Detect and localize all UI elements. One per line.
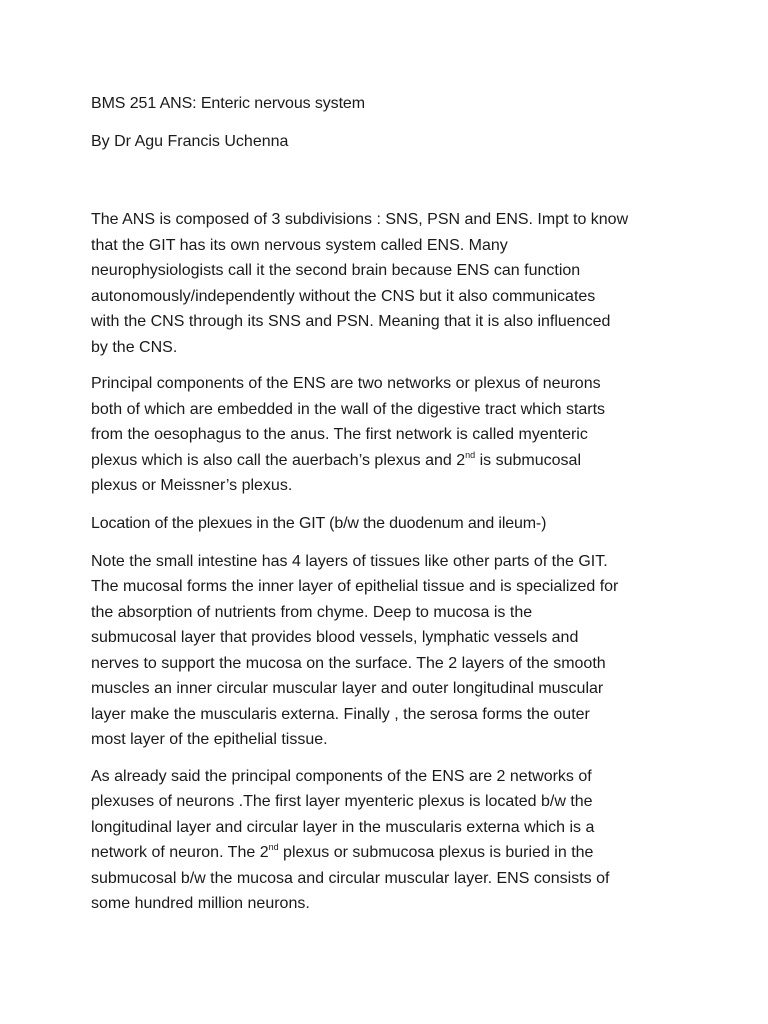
- text-line: most layer of the epithelial tissue.: [91, 731, 328, 748]
- text-line: from the oesophagus to the anus. The first network is called myenteric: [91, 426, 588, 443]
- text-line: autonomously/independently without the CNS but it also communicates: [91, 287, 596, 305]
- text-segment: is submucosal: [475, 451, 581, 469]
- text-line: plexuses of neurons .The first layer myenteric plexus is located b/w the: [91, 793, 593, 810]
- text-line: with the CNS through its SNS and PSN. Meaning that it is also influenced: [91, 313, 611, 330]
- section-heading: Location of the plexues in the GIT (b/w the duodenum and ileum-): [91, 514, 547, 532]
- text-line: plexus or Meissner’s plexus.: [91, 477, 293, 494]
- paragraph-intestine-layers: [91, 549, 691, 753]
- text-line: the absorption of nutrients from chyme. Deep to mucosa is the: [91, 603, 533, 621]
- text-line: by the CNS.: [91, 338, 178, 356]
- text-line: some hundred million neurons.: [91, 895, 310, 912]
- text-segment: plexus which is also call the auerbach’s plexus and 2: [91, 451, 466, 469]
- document-page: [91, 92, 691, 917]
- text-line: submucosal layer that provides blood vessels, lymphatic vessels and: [91, 629, 579, 646]
- text-line: The ANS is composed of 3 subdivisions : SNS, PSN and ENS. Impt to know: [91, 211, 629, 228]
- text-line: that the GIT has its own nervous system called ENS. Many: [91, 236, 508, 254]
- paragraph-ans-subdivisions: [91, 207, 691, 360]
- text-line: muscles an inner circular muscular layer and outer longitudinal muscular: [91, 680, 604, 697]
- text-line: nerves to support the mucosa on the surface. The 2 layers of the smooth: [91, 654, 606, 672]
- text-line: both of which are embedded in the wall of the digestive tract which starts: [91, 400, 606, 418]
- text-line: layer make the muscularis externa. Finally , the serosa forms the outer: [91, 705, 590, 723]
- text-segment: network of neuron. The 2: [91, 844, 269, 861]
- text-line: submucosal b/w the mucosa and circular muscular layer. ENS consists of: [91, 869, 610, 887]
- text-line: longitudinal layer and circular layer in the muscularis externa which is a: [91, 818, 595, 836]
- text-line: neurophysiologists call it the second brain because ENS can function: [91, 262, 581, 279]
- superscript: nd: [465, 449, 476, 460]
- paragraph-plexus-location: [91, 764, 691, 917]
- text-segment: plexus or submucosa plexus is buried in the: [278, 844, 594, 861]
- text-line: [91, 448, 691, 474]
- text-line: The mucosal forms the inner layer of epithelial tissue and is specialized for: [91, 578, 619, 595]
- text-line: As already said the principal components of the ENS are 2 networks of: [91, 767, 592, 785]
- document-title: BMS 251 ANS: Enteric nervous system: [91, 95, 365, 112]
- text-line: Principal components of the ENS are two networks or plexus of neurons: [91, 375, 601, 392]
- text-line: [91, 840, 691, 866]
- document-author: By Dr Agu Francis Uchenna: [91, 133, 289, 150]
- superscript: nd: [268, 842, 279, 852]
- paragraph-ens-components: [91, 371, 691, 499]
- text-line: Note the small intestine has 4 layers of tissues like other parts of the GIT.: [91, 552, 608, 570]
